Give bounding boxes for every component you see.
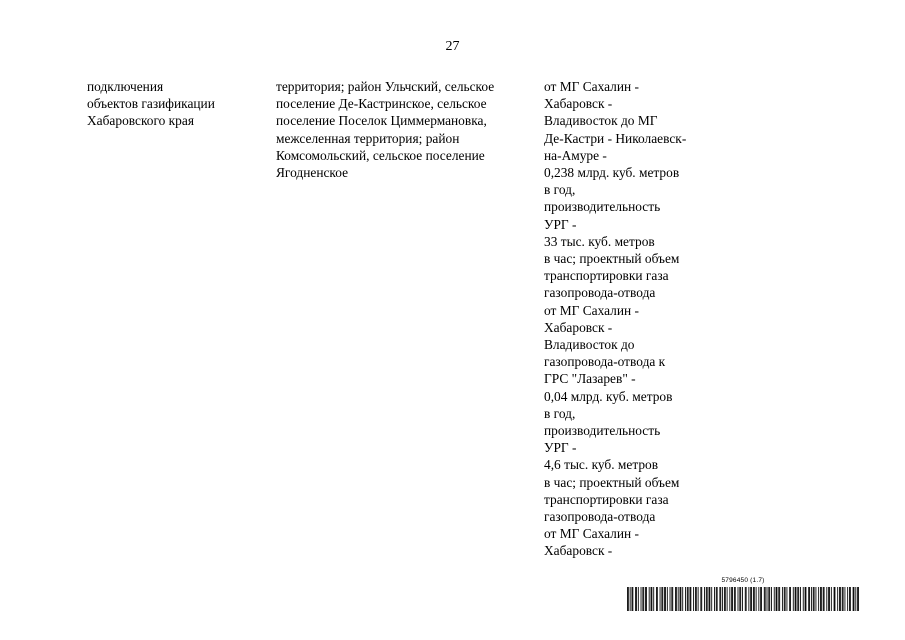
column-purpose: подключения объектов газификации Хабаровского края (87, 79, 215, 129)
page-number: 27 (445, 39, 460, 54)
barcode-caption: 5796450 (1.7) (721, 577, 765, 584)
column-characteristics: от МГ Сахалин - Хабаровск - Владивосток до МГ Де-Кастри - Николаевск- на-Амуре - 0,238 млрд. куб. метров в год, производительность УРГ - 33 тыс. куб. метров в час; проектный объем транспортировки газа газопровода-отвода от МГ Сахалин - Хабаровск - Владивосток до газопровода-отвода к ГРС "Лазарев" - 0,04 млрд. куб. метров в год, производительность УРГ - 4,6 тыс. куб. метров в час; проектный объем транспортировки газа газопровода-отвода от МГ Сахалин - Хабаровск - (544, 79, 687, 559)
column-territory: территория; район Ульчский, сельское поселение Де-Кастринское, сельское поселение Поселок Циммермановка, межселенная территория; район Комсомольский, сельское поселение Ягодненское (276, 79, 495, 181)
barcode-icon (627, 587, 859, 611)
document-barcode (627, 577, 859, 613)
